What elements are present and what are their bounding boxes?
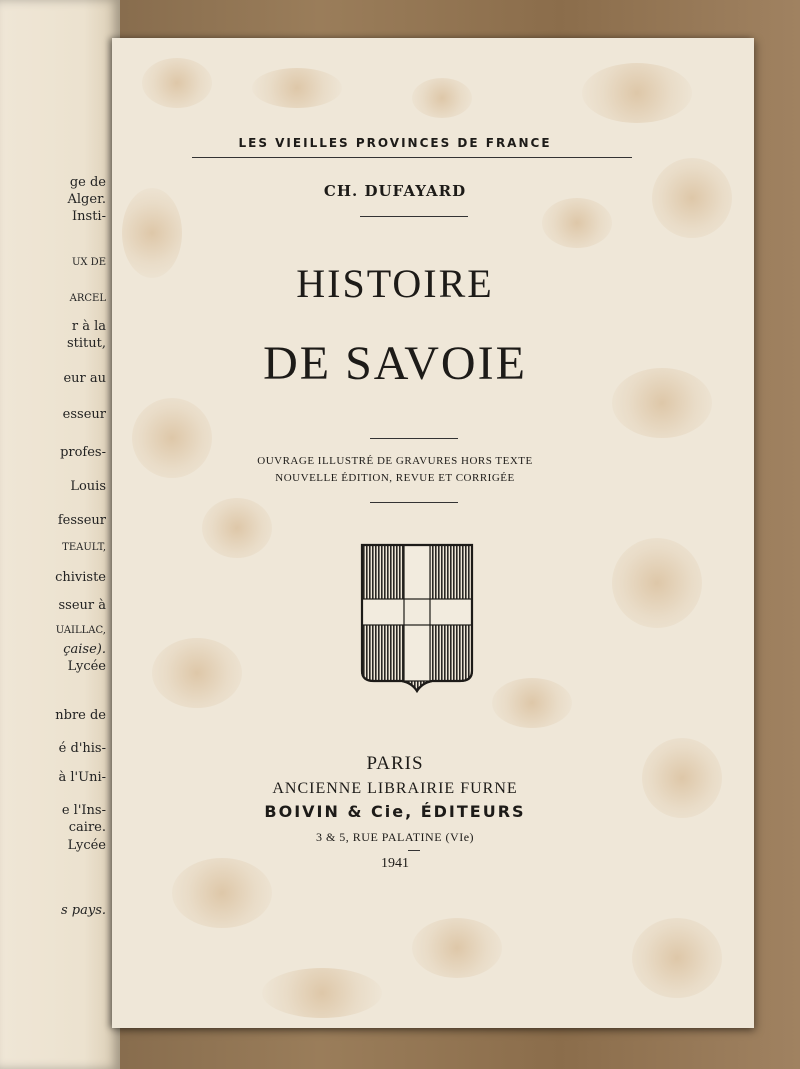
foxing-stain <box>412 918 502 978</box>
left-page-line: ge de <box>69 175 106 190</box>
foxing-stain <box>412 78 472 118</box>
foxing-stain <box>142 58 212 108</box>
left-page-line: Louis <box>70 479 106 494</box>
left-page-line: nbre de <box>55 708 106 723</box>
left-page-line: Lycée <box>67 838 106 853</box>
series-title: LES VIEILLES PROVINCES DE FRANCE <box>238 136 552 150</box>
left-page-line: Lycée <box>67 659 106 674</box>
author-divider <box>360 216 468 217</box>
left-page-line: sseur à <box>58 598 106 613</box>
foxing-stain <box>202 498 272 558</box>
left-page-line: s pays. <box>60 903 106 918</box>
left-page-line: caire. <box>68 820 106 835</box>
left-page-line: esseur <box>62 407 106 422</box>
year-dash <box>408 850 420 851</box>
subtitle-line-1: OUVRAGE ILLUSTRÉ DE GRAVURES HORS TEXTE <box>257 455 533 467</box>
left-page-line: fesseur <box>57 513 106 528</box>
publication-year: 1941 <box>381 856 409 871</box>
left-page-line: Insti- <box>72 209 106 224</box>
author-name: CH. DUFAYARD <box>323 182 467 200</box>
savoy-cross-shield-icon <box>360 543 474 693</box>
left-page-line: profes- <box>60 445 106 460</box>
left-page-line: UAILLAC, <box>55 625 106 636</box>
foxing-stain <box>252 68 342 108</box>
series-rule-divider <box>192 157 632 158</box>
left-page-line: Alger. <box>67 192 106 207</box>
foxing-stain <box>262 968 382 1018</box>
foxing-stain <box>632 918 722 998</box>
left-page-line: r à la <box>71 319 106 334</box>
foxing-stain <box>582 63 692 123</box>
foxing-stain <box>492 678 572 728</box>
foxing-stain <box>152 638 242 708</box>
foxing-stain <box>612 538 702 628</box>
left-page-line: à l'Uni- <box>58 770 106 785</box>
publisher-line-1: ANCIENNE LIBRAIRIE FURNE <box>272 780 518 797</box>
left-page-line: e l'Ins- <box>61 803 106 818</box>
publisher-line-2: BOIVIN & Cie, ÉDITEURS <box>264 802 526 821</box>
left-facing-page <box>0 0 120 1069</box>
left-page-line: stitut, <box>66 336 106 351</box>
left-page-line: TEAULT, <box>62 542 106 553</box>
publisher-address: 3 & 5, RUE PALATINE (VIe) <box>315 830 475 844</box>
foxing-stain <box>542 198 612 248</box>
left-page-line: é d'his- <box>58 741 106 756</box>
title-page <box>112 38 754 1028</box>
left-page-line: UX DE <box>71 257 106 268</box>
left-page-line: eur au <box>63 371 106 386</box>
subtitle-line-2: NOUVELLE ÉDITION, REVUE ET CORRIGÉE <box>275 472 515 484</box>
left-page-line: chiviste <box>55 570 106 585</box>
left-page-line: ARCEL <box>69 293 106 304</box>
book-title-line-1: HISTOIRE <box>296 261 494 306</box>
book-title-line-2: DE SAVOIE <box>263 337 527 390</box>
subtitle-divider-bottom <box>370 502 458 503</box>
publication-city: PARIS <box>366 753 424 774</box>
left-page-line: çaise). <box>63 642 106 657</box>
title-divider-top <box>370 438 458 439</box>
